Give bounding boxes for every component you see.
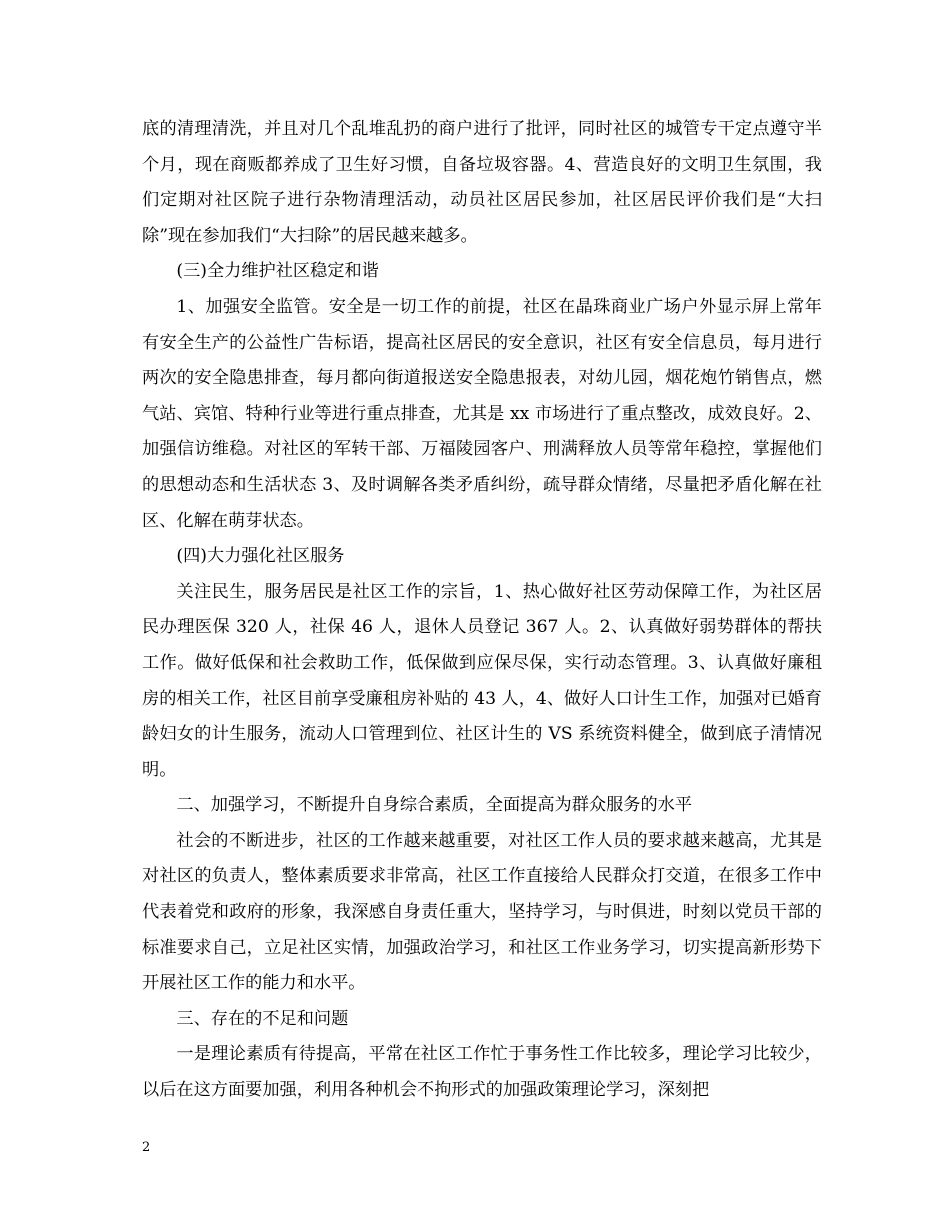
section-heading-services: (四)大力强化社区服务: [176, 546, 345, 567]
paragraph-problems: 一是理论素质有待提高，平常在社区工作忙于事务性工作比较多，理论学习比较少，以后在这方面要加强，利用各种机会不拘形式的加强政策理论学习，深刻把: [142, 1044, 822, 1101]
paragraph-learning: 社会的不断进步，社区的工作越来越重要，对社区工作人员的要求越来越高，尤其是对社区的负责人，整体素质要求非常高，社区工作直接给人民群众打交道，在很多工作中代表着党和政府的形象，我深感自身责任重大，坚持学习，与时俱进，时刻以党员干部的标准要求自己，立足社区实情，加强政治学习，和社区工作业务学习，切实提高新形势下开展社区工作的能力和水平。: [142, 830, 822, 994]
paragraph-safety: 1、加强安全监管。安全是一切工作的前提，社区在晶珠商业广场户外显示屏上常年有安全生产的公益性广告标语，提高社区居民的安全意识，社区有安全信息员，每月进行两次的安全隐患排查，每月都向街道报送安全隐患报表，对幼儿园，烟花炮竹销售点，燃气站、宾馆、特种行业等进行重点排查，尤其是 xx 市场进行了重点整改，成效良好。2、加强信访维稳。对社区的军转干部、万福陵园客户、刑满释放人员等常年稳控，掌握他们的思想动态和生活状态 3、及时调解各类矛盾纠纷，疏导群众情绪，尽量把矛盾化解在社区、化解在萌芽状态。: [142, 296, 822, 531]
document-body: [142, 112, 822, 1109]
paragraph-continuation: 底的清理清洗，并且对几个乱堆乱扔的商户进行了批评，同时社区的城管专干定点遵守半个月，现在商贩都养成了卫生好习惯，自备垃圾容器。4、营造良好的文明卫生氛围，我们定期对社区院子进行杂物清理活动，动员社区居民参加，社区居民评价我们是“大扫除”现在参加我们“大扫除”的居民越来越多。: [142, 119, 822, 246]
section-heading-learning: 二、加强学习，不断提升自身综合素质，全面提高为群众服务的水平: [176, 795, 693, 816]
paragraph-services: 关注民生，服务居民是社区工作的宗旨，1、热心做好社区劳动保障工作，为社区居民办理医保 320 人，社保 46 人，退休人员登记 367 人。2、认真做好弱势群体的帮扶工作。做好低保和社会救助工作，低保做到应保尽保，实行动态管理。3、认真做好廉租房的相关工作，社区目前享受廉租房补贴的 43 人，4、做好人口计生工作，加强对已婚育龄妇女的计生服务，流动人口管理到位、社区计生的 VS 系统资料健全，做到底子清情况明。: [142, 581, 822, 780]
page-number: 2: [142, 1140, 151, 1155]
section-heading-stability: (三)全力维护社区稳定和谐: [176, 261, 379, 282]
section-heading-problems: 三、存在的不足和问题: [176, 1008, 349, 1029]
